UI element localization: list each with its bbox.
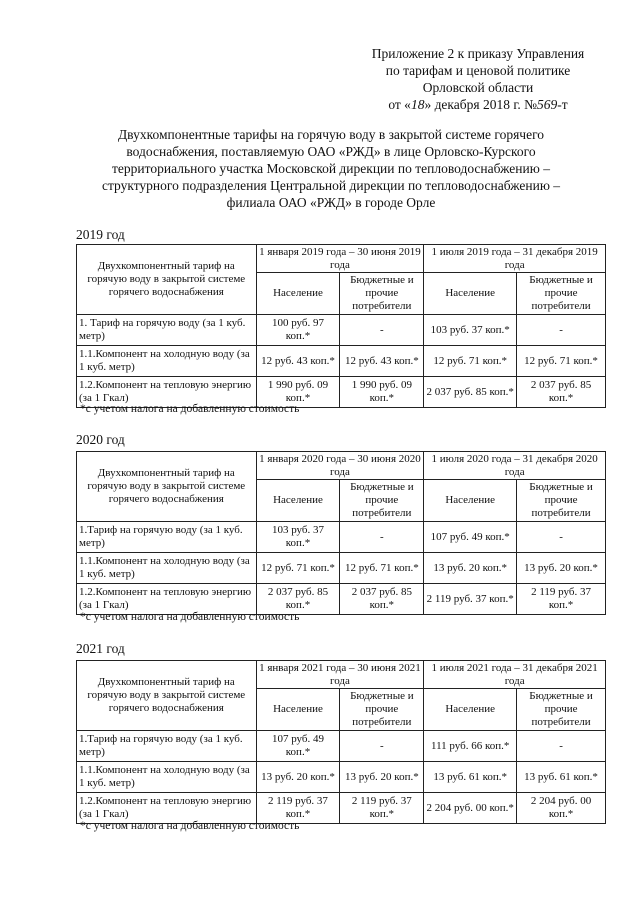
table-cell: 111 руб. 66 коп.* <box>424 731 517 762</box>
subheader-budget-h1: Бюджетные и прочие потребители <box>340 273 424 315</box>
handwritten-order-number: 569 <box>537 97 558 112</box>
table-cell: 13 руб. 20 коп.* <box>256 762 340 793</box>
subheader-budget-h1: Бюджетные и прочие потребители <box>340 689 424 731</box>
table-cell: - <box>517 522 606 553</box>
subheader-population-h2: Население <box>424 689 517 731</box>
table-row <box>77 346 606 377</box>
table-cell: 13 руб. 20 коп.* <box>340 762 424 793</box>
table-cell: 12 руб. 71 коп.* <box>256 553 340 584</box>
table-cell: - <box>517 731 606 762</box>
header-date-line <box>330 96 626 113</box>
table-row <box>77 793 606 824</box>
table-cell: 2 204 руб. 00 коп.* <box>517 793 606 824</box>
row-label: 1.1.Компонент на холодную воду (за 1 куб. метр) <box>77 762 257 793</box>
title-line-3: территориального участка Московской дирекции по тепловодоснабжению – <box>112 161 550 176</box>
title-line-5: филиала ОАО «РЖД» в городе Орле <box>226 195 436 210</box>
subheader-population-h2: Население <box>424 480 517 522</box>
table-cell: 13 руб. 20 коп.* <box>517 553 606 584</box>
row-label: 1.1.Компонент на холодную воду (за 1 куб. метр) <box>77 553 257 584</box>
table-row <box>77 584 606 615</box>
table-row <box>77 762 606 793</box>
table-row <box>77 661 606 689</box>
table-cell: 103 руб. 37 коп.* <box>424 315 517 346</box>
table-cell: 2 119 руб. 37 коп.* <box>517 584 606 615</box>
table-row <box>77 452 606 480</box>
tariff-table-2021 <box>76 660 606 824</box>
title-line-4: структурного подразделения Центральной дирекции по тепловодоснабжению – <box>101 178 561 193</box>
subheader-population-h1: Население <box>256 689 340 731</box>
table-cell: 13 руб. 61 коп.* <box>517 762 606 793</box>
table-cell: 1 990 руб. 09 коп.* <box>340 377 424 408</box>
table-cell: 2 037 руб. 85 коп.* <box>256 584 340 615</box>
table-cell: - <box>340 731 424 762</box>
table-cell: 12 руб. 71 коп.* <box>517 346 606 377</box>
table-cell: 12 руб. 43 коп.* <box>340 346 424 377</box>
table-cell: 107 руб. 49 коп.* <box>424 522 517 553</box>
period-header-h2: 1 июля 2021 года – 31 декабря 2021 года <box>424 661 606 689</box>
table-cell: - <box>517 315 606 346</box>
row-label: 1.Тариф на горячую воду (за 1 куб. метр) <box>77 522 257 553</box>
table-cell: 2 119 руб. 37 коп.* <box>424 584 517 615</box>
table-cell: - <box>340 522 424 553</box>
table-cell: 12 руб. 43 коп.* <box>256 346 340 377</box>
table-cell: 2 037 руб. 85 коп.* <box>340 584 424 615</box>
order-suffix: -т <box>557 97 568 112</box>
table-row <box>77 245 606 273</box>
table-cell: 100 руб. 97 коп.* <box>256 315 340 346</box>
year-heading-2019: 2019 год <box>76 227 125 242</box>
table-row <box>77 553 606 584</box>
row-label: 1.Тариф на горячую воду (за 1 куб. метр) <box>77 731 257 762</box>
date-prefix: от « <box>388 97 411 112</box>
column-header-tariff: Двухкомпонентный тариф на горячую воду в закрытой системе горячего водоснабжения <box>77 245 257 315</box>
period-header-h1: 1 января 2020 года – 30 июня 2020 года <box>256 452 424 480</box>
period-header-h1: 1 января 2019 года – 30 июня 2019 года <box>256 245 424 273</box>
handwritten-day: 18 <box>410 97 425 112</box>
column-header-tariff: Двухкомпонентный тариф на горячую воду в закрытой системе горячего водоснабжения <box>77 452 257 522</box>
row-label: 1.1.Компонент на холодную воду (за 1 куб. метр) <box>77 346 257 377</box>
table-cell: 107 руб. 49 коп.* <box>256 731 340 762</box>
table-row <box>77 522 606 553</box>
period-header-h1: 1 января 2021 года – 30 июня 2021 года <box>256 661 424 689</box>
column-header-tariff: Двухкомпонентный тариф на горячую воду в закрытой системе горячего водоснабжения <box>77 661 257 731</box>
tariff-table-2020 <box>76 451 606 615</box>
subheader-budget-h1: Бюджетные и прочие потребители <box>340 480 424 522</box>
appendix-header <box>330 45 626 113</box>
subheader-budget-h2: Бюджетные и прочие потребители <box>517 480 606 522</box>
title-line-2: водоснабжения, поставляемую ОАО «РЖД» в лице Орловско-Курского <box>126 144 536 159</box>
row-label: 1. Тариф на горячую воду (за 1 куб. метр) <box>77 315 257 346</box>
year-heading-2020: 2020 год <box>76 432 125 447</box>
subheader-budget-h2: Бюджетные и прочие потребители <box>517 273 606 315</box>
row-label: 1.2.Компонент на тепловую энергию (за 1 Гкал) <box>77 584 257 615</box>
period-header-h2: 1 июля 2020 года – 31 декабря 2020 года <box>424 452 606 480</box>
table-cell: 13 руб. 20 коп.* <box>424 553 517 584</box>
table-cell: 13 руб. 61 коп.* <box>424 762 517 793</box>
subheader-budget-h2: Бюджетные и прочие потребители <box>517 689 606 731</box>
year-heading-2021: 2021 год <box>76 641 125 656</box>
period-header-h2: 1 июля 2019 года – 31 декабря 2019 года <box>424 245 606 273</box>
tariff-table-2019 <box>76 244 606 408</box>
date-mid: » декабря 2018 г. № <box>424 97 537 112</box>
row-label: 1.2.Компонент на тепловую энергию (за 1 Гкал) <box>77 793 257 824</box>
table-cell: 2 204 руб. 00 коп.* <box>424 793 517 824</box>
row-label: 1.2.Компонент на тепловую энергию (за 1 Гкал) <box>77 377 257 408</box>
document-title <box>80 126 582 211</box>
subheader-population-h2: Население <box>424 273 517 315</box>
table-cell: 2 037 руб. 85 коп.* <box>424 377 517 408</box>
table-cell: 103 руб. 37 коп.* <box>256 522 340 553</box>
header-line-2: по тарифам и ценовой политике <box>385 63 571 78</box>
table-cell: - <box>340 315 424 346</box>
table-row <box>77 315 606 346</box>
vat-footnote-2020: *с учетом налога на добавленную стоимость <box>80 611 300 623</box>
table-row <box>77 731 606 762</box>
title-line-1: Двухкомпонентные тарифы на горячую воду в закрытой системе горячего <box>117 127 545 142</box>
table-cell: 2 037 руб. 85 коп.* <box>517 377 606 408</box>
header-line-3: Орловской области <box>422 80 534 95</box>
table-cell: 12 руб. 71 коп.* <box>424 346 517 377</box>
header-line-1: Приложение 2 к приказу Управления <box>371 46 585 61</box>
vat-footnote-2021: *с учетом налога на добавленную стоимость <box>80 820 300 832</box>
table-cell: 12 руб. 71 коп.* <box>340 553 424 584</box>
table-cell: 2 119 руб. 37 коп.* <box>340 793 424 824</box>
subheader-population-h1: Население <box>256 273 340 315</box>
table-cell: 1 990 руб. 09 коп.* <box>256 377 340 408</box>
subheader-population-h1: Население <box>256 480 340 522</box>
table-cell: 2 119 руб. 37 коп.* <box>256 793 340 824</box>
vat-footnote-2019: *с учетом налога на добавленную стоимость <box>80 403 300 415</box>
